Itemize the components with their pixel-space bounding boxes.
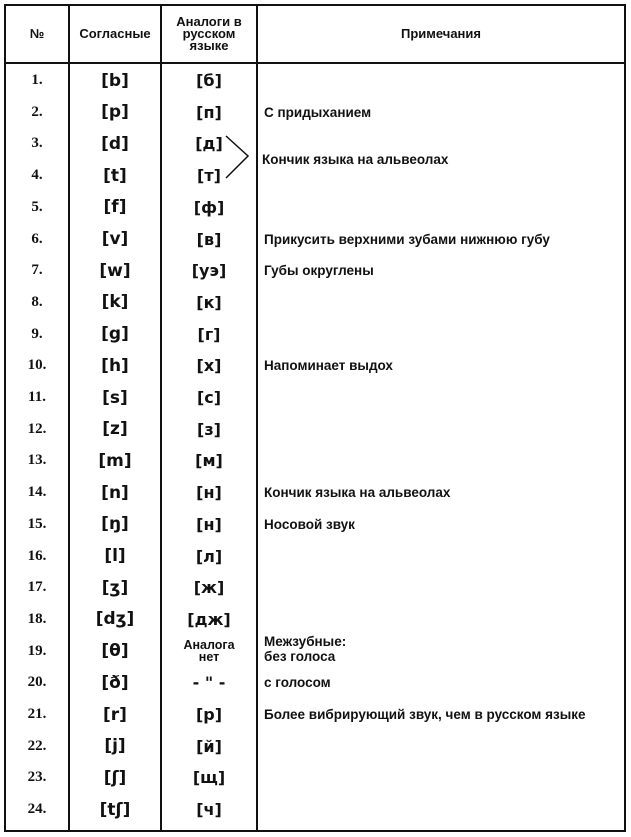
row-note: Напоминает выдох [264,358,393,374]
consonant-ipa: [l] [104,546,126,566]
row-note: Носовой звук [264,516,355,532]
row-number: 9. [31,325,43,342]
row-number: 23. [27,769,47,786]
russian-analog: [л] [195,546,223,566]
row-number: 13. [27,452,47,469]
row-number: 24. [27,801,47,818]
row-number: 17. [27,579,47,596]
row-note: Межзубные: без голоса [264,633,347,664]
consonant-ipa: [b] [101,70,129,91]
russian-analog: [ф] [193,197,225,217]
russian-analog: [щ] [192,768,226,788]
consonant-ipa: [h] [101,355,129,376]
consonant-ipa: [p] [101,102,129,123]
row-note [264,287,624,318]
russian-analog: [г] [197,324,221,344]
row-note: Губы округлены [264,263,374,279]
russian-analog: Аналога нет [183,638,235,665]
russian-analog: [н] [196,483,222,503]
note-rows-3-4: Кончик языка на альвеолах [262,151,449,167]
russian-analog: [й] [196,736,222,756]
row-note [264,541,624,572]
consonant-ipa: [w] [99,260,131,281]
row-number: 15. [27,515,47,532]
row-number: 12. [27,420,47,437]
consonant-ipa: [z] [102,419,128,440]
consonant-ipa: [m] [98,450,132,471]
russian-analog: [ж] [193,578,225,598]
row-number: 5. [31,198,43,215]
row-note [264,731,624,762]
row-number: 1. [31,72,43,88]
consonant-ipa: [g] [101,324,129,345]
russian-analog: [в] [196,229,222,249]
consonant-ipa: [tʃ] [99,799,131,820]
row-note: Более вибрирующий звук, чем в русском языке [264,707,586,722]
russian-analog: [с] [196,388,222,407]
header-notes: Примечания [400,26,481,41]
row-note [264,414,624,445]
consonant-ipa: [v] [101,229,129,249]
bracket-connector-icon [224,134,264,184]
russian-analog: - " - [192,673,226,693]
header-analogs: Аналоги в русском языке [176,14,242,53]
russian-analog: [п] [196,102,222,122]
row-note [264,604,624,635]
row-number: 3. [31,135,43,152]
row-note [264,572,624,603]
russian-analog: [д] [195,134,223,154]
row-number: 7. [31,262,43,279]
column-divider [256,6,258,830]
russian-analog: [м] [195,451,223,471]
russian-analog: [р] [195,705,223,724]
consonant-ipa: [t] [103,165,127,186]
row-number: 20. [27,674,47,691]
consonant-ipa: [s] [102,387,128,408]
consonant-ipa: [k] [101,292,129,313]
consonant-ipa: [θ] [101,641,129,662]
row-number: 6. [31,230,43,247]
header-num: № [29,26,45,41]
row-note [264,794,624,825]
row-number: 21. [27,706,47,722]
russian-analog: [уэ] [191,261,227,281]
header-divider [6,62,624,64]
row-note [264,445,624,476]
row-note [264,762,624,793]
row-number: 19. [27,642,47,659]
consonant-ipa: [n] [101,482,129,503]
consonant-ipa: [ð] [101,672,129,693]
row-number: 22. [27,737,47,754]
russian-analog: [дж] [187,609,231,629]
row-note: Прикусить верхними зубами нижнюю губу [264,231,550,247]
russian-analog: [х] [196,356,222,376]
consonant-ipa: [f] [103,197,127,218]
row-note [264,382,624,413]
russian-analog: [ч] [196,800,222,820]
row-number: 11. [28,389,46,405]
consonant-ipa: [ŋ] [101,514,129,535]
consonant-ipa: [dʒ] [95,609,135,630]
row-number: 2. [31,103,43,120]
row-number: 16. [27,547,47,564]
russian-analog: [з] [197,419,221,439]
russian-analog: [к] [196,292,222,312]
row-note: С придыханием [264,104,372,120]
row-note: Кончик языка на альвеолах [264,485,451,501]
row-note [264,65,624,96]
consonant-ipa: [r] [103,704,127,725]
row-number: 4. [31,167,43,184]
consonant-ipa: [d] [101,133,129,154]
row-note [264,319,624,350]
row-number: 10. [27,357,47,374]
consonant-ipa: [ʃ] [103,767,127,788]
consonants-table [4,4,626,832]
row-note: с голосом [264,675,331,691]
russian-analog: [т] [197,166,221,186]
row-number: 18. [27,610,47,627]
consonant-ipa: [j] [104,736,126,757]
consonant-ipa: [ʒ] [101,577,129,598]
header-consonants: Согласные [79,26,151,41]
row-number: 8. [31,293,43,310]
russian-analog: [н] [196,514,222,534]
row-number: 14. [27,484,47,501]
russian-analog: [б] [196,71,222,90]
row-note [264,192,624,223]
